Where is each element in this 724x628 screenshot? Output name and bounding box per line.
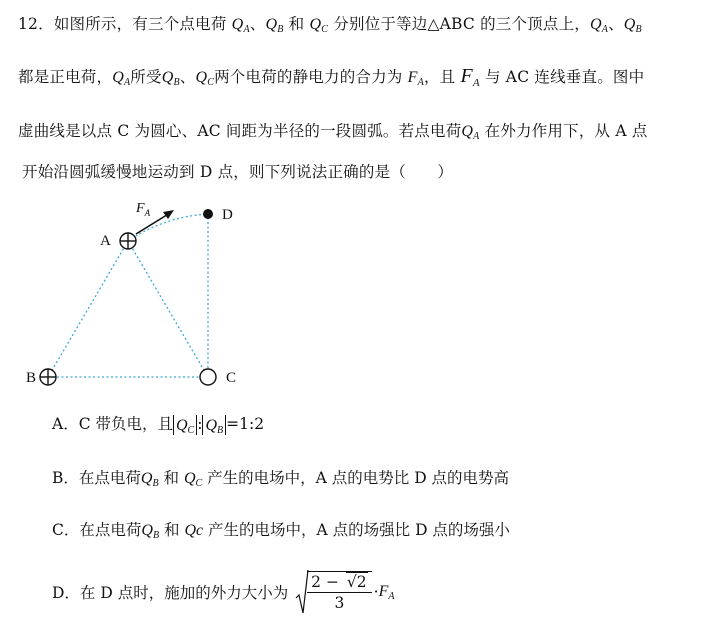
question-line-2: 都是正电荷，$Q_A$所受$Q_B$、$Q_C$两个电荷的静电力的合力为 $F_A$，且 $F_A$ 与 AC 连线垂直。图中 <box>18 65 645 89</box>
charge-qc: $Q_C$ <box>309 16 329 35</box>
charge-qb: $Q_B$ <box>265 16 284 35</box>
label-c: C <box>226 370 237 386</box>
option-b[interactable]: B．在点电荷$Q_B$ 和 $Q_C$ 产生的电场中，A 点的电势比 D 点的电势高 <box>52 469 510 489</box>
fraction <box>307 571 371 613</box>
edge-ac <box>128 241 208 377</box>
force-arrow <box>136 213 170 234</box>
charge-qc: Qc <box>184 522 204 539</box>
edge-ab <box>48 241 128 377</box>
triangle-diagram <box>20 197 280 397</box>
charge-qa: $Q_A$ <box>461 123 480 142</box>
option-d[interactable]: D．在 D 点时，施加的外力大小为 $\frac{2 - √2}{3}$ $\cdot F_A$ <box>52 568 394 616</box>
fraction-numerator: 2 − √2 <box>307 572 371 593</box>
force-arrowhead <box>163 210 174 219</box>
charge-qc: $Q_C$ <box>195 69 215 88</box>
charge-c <box>200 369 216 385</box>
charge-qb: $Q_B$ <box>161 69 180 88</box>
charge-qa: $Q_A$ <box>589 16 609 35</box>
question-line-3: 虚曲线是以点 C 为圆心、AC 间距为半径的一段圆弧。若点电荷$Q_A$ 在外力作用下，从 A 点 <box>18 122 648 142</box>
charge-qb: $Q_B$ <box>623 16 642 35</box>
force-label: $F_A$ <box>136 201 151 218</box>
charge-qc: $Q_C$ <box>183 470 203 489</box>
fraction-denominator: 3 <box>334 594 345 612</box>
force-fa-large: $F_A$ <box>460 65 480 89</box>
point-d <box>203 209 213 219</box>
label-a: A <box>100 233 111 249</box>
option-c[interactable]: C．在点电荷$Q_B$ 和 Qc 产生的电场中，A 点的场强比 D 点的场强小 <box>52 521 510 541</box>
abs-qc: $Q_C$ <box>173 415 197 435</box>
charge-qb: $Q_B$ <box>140 470 159 489</box>
option-a[interactable]: A．C 带负电，且 $Q_C$ : $Q_B$ =1:2 <box>52 415 265 436</box>
abs-qb: $Q_B$ <box>202 415 226 435</box>
force-fa: $F_A$ <box>378 582 395 602</box>
charge-a-positive <box>120 233 136 249</box>
charge-b-positive <box>40 369 56 385</box>
question-line-1: 12．如图所示，有三个点电荷 $Q_A$、$Q_B$ 和 $Q_C$ 分别位于等边△ABC 的三个顶点上，$Q_A$、$Q_B$ <box>18 15 642 35</box>
label-b: B <box>26 370 37 386</box>
question-number: 12． <box>18 15 54 33</box>
question-line-4: 开始沿圆弧缓慢地运动到 D 点，则下列说法正确的是（ ） <box>22 163 454 181</box>
force-fa: $F_A$ <box>407 69 424 88</box>
charge-qa: $Q_A$ <box>112 69 131 88</box>
charge-qa: $Q_A$ <box>231 16 250 35</box>
label-d: D <box>222 207 233 223</box>
charge-qb: $Q_B$ <box>141 522 160 541</box>
